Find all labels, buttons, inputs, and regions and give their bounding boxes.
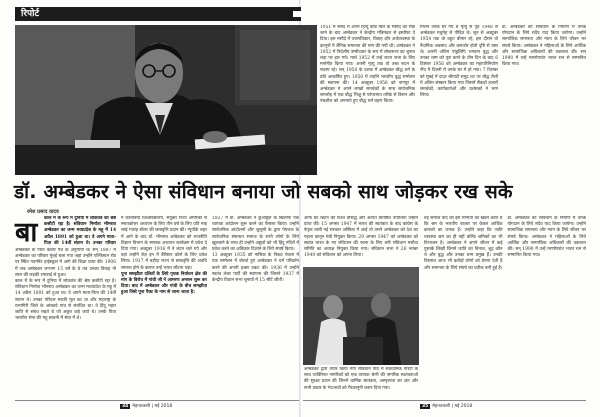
- column-mid-left: [121, 216, 207, 396]
- page-number: 34: [122, 404, 129, 409]
- issue-date: मई 2018: [454, 404, 473, 409]
- ambedkar-speech-illustration: [303, 267, 419, 365]
- footer-rule-left: [15, 400, 299, 401]
- footer-right: 35 मेहनतकशी | मई 2018: [422, 404, 473, 409]
- paragraph-highlight: पूना समझौता दलितों के लिये पृथक निर्वाचन क्षेत्र की मांग के विरोध में गांधी जी ने आमरण अनशन शुरू कर दिया। बाद में अम्बेडकर और गांधी के बीच समझौता हुआ जिसे पूना पैक्ट के नाम से जाना जाता है।: [121, 271, 207, 296]
- footer-rule-right: [303, 400, 586, 401]
- column-top-mid: [320, 25, 415, 175]
- paragraph: काल में के रूप में दुनिया में लोकतंत्र की श्रेष्ठ कसौटी रहा है। संविधान निर्माता भीमराव अम्बेडकर का जन्म मध्यप्रदेश के महू में 14 अप्रैल 1891 को हुआ था। वे अपने माता-पिता की 14वीं संतान थे। उनका परिवार मराठी मूल का था और महाराष्ट्र के रत्नागिरी जिले के आंबडवे गांव से संबंधित था। वे हिंदू महार जाति से संबंध रखते थे जो अछूत कहे जाते थे। उनके पिता भारतीय सेना की महू छावनी में सेवा में थे।: [15, 279, 116, 322]
- paragraph: वह समाज वाद की इस मान्यता का खंडन करते थे कि श्रम के भारतीय बाजार पर केवल आर्थिक कारकों का प्रभाव है। उन्होंने कहा कि जाति व्यवस्था श्रम का ही नहीं बल्कि श्रमिकों का भी विभाजन है। अम्बेडकर ने अपने जीवन में कई पुस्तकें लिखीं जिनमें जाति का विनाश, शूद्र कौन थे और बुद्ध और उनका धम्म प्रमुख हैं। उनकी विरासत आज भी करोड़ों लोगों को प्रेरणा देती है और समानता के लिये संघर्ष का प्रतीक बनी हुई है।: [424, 216, 503, 271]
- column-mid-right: [212, 216, 299, 396]
- paragraph: 1927 में डॉ. अम्बेडकर ने छुआछूत के खिलाफ एक व्यापक आंदोलन शुरू करने का फैसला किया। उन्होंने सार्वजनिक आंदोलनों और जुलूसों के द्वारा पेयजल के सार्वजनिक संसाधन समाज के सभी लोगों के लिये खुलवाने के साथ ही उन्होंने अछूतों को भी हिंदू मंदिरों में प्रवेश करने का अधिकार दिलाने के लिये संघर्ष किया।: [212, 216, 299, 253]
- paragraph: अम्बेडकर द्वारा तैयार किया गया संविधान पाठ में संवैधानिक गारंटी के साथ व्यक्तिगत नागरिकों को एक व्यापक श्रेणी की नागरिक स्वतंत्रताओं की सुरक्षा प्रदान की जिनमें धार्मिक स्वतंत्रता, अस्पृश्यता का अंत और सभी प्रकार के भेदभावों को गैरकानूनी करार दिया गया।: [304, 367, 418, 391]
- column-top-right: [420, 25, 498, 175]
- page-number: 35: [422, 404, 429, 409]
- paragraph: मिलने उनके घर गये थे मृत्यु से पूर्व 1948 से अम्बेडकर मधुमेह से पीड़ित थे। जून से अक्टूबर 1954 तक वो बहुत बीमार रहे, इस दौरान वो नैदानिक अवसाद और कमजोर होती दृष्टि से ग्रस्त थे। अपनी अंतिम पांडुलिपि भगवान बुद्ध और उनका धम्म को पूरा करने के तीन दिन के बाद 6 दिसंबर 1956 को अम्बेडकर का महापरिनिर्वाण नींद में दिल्ली में उनके घर में हो गया। 7 दिसंबर को मुंबई में दादर चौपाटी समुद्र तट पर बौद्ध शैली में अंतिम संस्कार किया गया जिसमें सैकड़ों हजारों समर्थकों, कार्यकर्ताओं और प्रशंसकों ने भाग लिया।: [420, 25, 498, 99]
- paragraph: अम्बेडकर के पिता कबीर पंथ के अनुयायी थे। सन् 1897 में अम्बेडकर का परिवार मुंबई चला गया जहां उन्होंने एल्फिंस्टन रोड पर स्थित गवर्नमेंट हाईस्कूल में आगे की शिक्षा प्राप्त की। 1906 में जब अम्बेडकर लगभग 15 वर्ष के थे तब उनका विवाह नौ साल की लड़की रमाबाई से हुआ।: [15, 248, 116, 278]
- section-header: [15, 7, 301, 21]
- column-bottom-right: [424, 216, 586, 396]
- column-left: [15, 248, 116, 396]
- author-byline: रमेश प्रसाद यादव: [27, 209, 59, 215]
- paragraph: 1951 में संसद में अपने हिन्दू कोड बिल के मसौदे को रोके जाने के बाद अम्बेडकर ने केन्द्रीय मंत्रिमंडल से इस्तीफा दे दिया। इस मसौदे में उत्तराधिकार, विवाह और अर्थव्यवस्था के कानूनों में लैंगिक समानता की मांग की गयी थी। अम्बेडकर ने 1952 में निर्दलीय उम्मीदवार के रूप में लोकसभा का चुनाव लड़ा पर हार गये। मार्च 1952 में उन्हें राज्य सभा के लिए मनोनीत किया गया। अपनी मृत्यु तक वो उच्च सदन के सदस्य रहे। सन् 1950 के दशक में अम्बेडकर बौद्ध धर्म के प्रति आकर्षित हुए। 1950 में उन्होंने भारतीय बुद्ध सम्मेलन की स्थापना की। 14 अक्टूबर 1956 को नागपुर में अम्बेडकर ने अपने लाखों समर्थकों के साथ सार्वजनिक समारोह में एक बौद्ध भिक्षु से परंपरागत तरीके से त्रिरत्न और पंचशील को अपनाते हुए बौद्ध धर्म ग्रहण किया।: [320, 25, 415, 105]
- article-headline: डॉ. अम्बेडकर ने ऐसा संविधान बनाया जो सबको साथ जोड़कर रख सके: [14, 181, 513, 203]
- section-label: रिपोर्ट: [21, 9, 39, 19]
- paragraph: काल में के रूप में दुनिया में लोकतंत्र की श्रेष्ठ कसौटी रहा है। संविधान निर्माता भीमराव अम्बेडकर का जन्म मध्यप्रदेश के महू में 14 अप्रैल 1891 को हुआ था। वे अपने माता-पिता की 14वीं संतान थे। उनका परिवार: [44, 216, 116, 246]
- ambedkar-desk-photo: [15, 25, 317, 175]
- column-right-upper: [304, 216, 418, 264]
- drop-cap: बा: [15, 217, 38, 248]
- issue-date: मई 2018: [154, 404, 173, 409]
- ambedkar-speech-photo: [303, 267, 419, 365]
- magazine-name: मेहनतकशी: [132, 404, 151, 409]
- column-far-right: [502, 25, 586, 175]
- ambedkar-desk-illustration: [15, 25, 317, 175]
- paragraph: 13 अक्टूबर 1935 को नासिक के निकट येवला में एक सम्मेलन में बोलते हुए अम्बेडकर ने धर्म परिवर्तन करने की अपनी इच्छा प्रकट की। 1936 में उन्होंने स्वतंत्र लेबर पार्टी की स्थापना की जिसने 1937 में केन्द्रीय विधान सभा चुनावों में 15 सीटें जीतीं।: [212, 253, 299, 284]
- paragraph: ने कोलंबिया विश्वविद्यालय, संयुक्त राज्य अमेरिका से स्नातकोत्तर अध्ययन के लिए तीन वर्ष के लिए प्रति माह साढ़े ग्यारह डॉलर की छात्रवृत्ति प्रदान की। न्यूयॉर्क शहर में आने के बाद डॉ. भीमराव आंबेडकर को राजनीति विज्ञान विभाग के स्नातक अध्ययन कार्यक्रम में प्रवेश दे दिया गया। अक्टूबर 1916 में वे लंदन चले गये और वहां उन्होंने ग्रेज़ इन में बैरिस्टर कोर्स के लिए प्रवेश लिया। 1917 में बड़ौदा राज्य से छात्रवृत्ति की अवधि समाप्त होने के कारण उन्हें भारत लौटना पड़ा।: [121, 216, 207, 271]
- paragraph: डॉ. अम्बेडकर को संविधान के निर्माण में उनके योगदान के लिये सदैव याद किया जायेगा। उन्होंने सामाजिक समानता और न्याय के लिये जीवन भर संघर्ष किया। अम्बेडकर ने महिलाओं के लिये आर्थिक और सामाजिक अधिकारों की वकालत की। सन् 1990 में उन्हें मरणोपरांत भारत रत्न से सम्मानित किया गया।: [507, 216, 586, 259]
- footer-left: 34 मेहनतकशी | मई 2018: [122, 404, 173, 409]
- column-right-lower: [304, 367, 418, 397]
- column-intro-lead: [44, 216, 116, 246]
- magazine-name: मेहनतकशी: [432, 404, 451, 409]
- paragraph: डॉ. अम्बेडकर को संविधान के निर्माण में उनके योगदान के लिये सदैव याद किया जायेगा। उन्होंने सामाजिक समानता और न्याय के लिये जीवन भर संघर्ष किया। अम्बेडकर ने महिलाओं के लिये आर्थिक और सामाजिक अधिकारों की वकालत की। सन् 1990 में उन्हें मरणोपरांत भारत रत्न से सम्मानित किया गया।: [502, 25, 586, 68]
- paragraph: ऑफ ग्रेट ब्रिटेन की विश्व प्रसिद्ध और अत्यंत प्रतिष्ठित उपाधियाँ उन्होंने प्राप्त कीं। 15 अगस्त 1947 में भारत की स्वतंत्रता के बाद कांग्रेस के नेतृत्व वाली नई सरकार अस्तित्व में आई तो उसने अम्बेडकर को देश का पहला कानून मंत्री नियुक्त किया। 29 अगस्त 1947 को अम्बेडकर को स्वतंत्र भारत के नए संविधान की रचना के लिए बनी संविधान मसौदा समिति का अध्यक्ष नियुक्त किया गया। संविधान सभा ने 26 नवंबर 1949 को संविधान को अपना लिया।: [304, 216, 418, 259]
